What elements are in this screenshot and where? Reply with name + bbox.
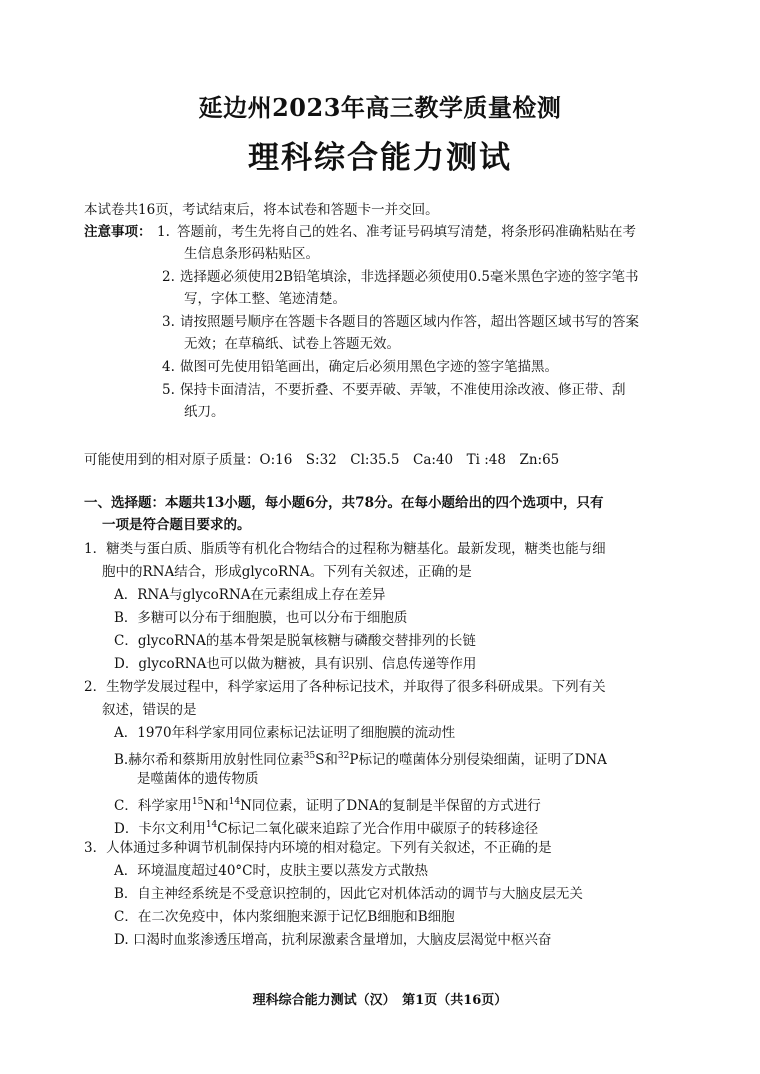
q1-stem-line-2: 胞中的RNA结合，形成glycoRNA。下列有关叙述，正确的是 bbox=[102, 564, 472, 580]
q1-option-d: D．glycoRNA也可以做为糖被，具有识别、信息传递等作用 bbox=[114, 656, 477, 672]
q1-option-a: A．RNA与glycoRNA在元素组成上存在差异 bbox=[114, 587, 386, 603]
q2-option-d-sup: 14 bbox=[205, 820, 218, 830]
q2-stem-line-1: 2．生物学发展过程中，科学家运用了各种标记技术，并取得了很多科研成果。下列有关 bbox=[84, 679, 606, 695]
q2-option-c-sup-1: 15 bbox=[191, 797, 204, 807]
section-heading-line-2: 一项是符合题目要求的。 bbox=[102, 517, 251, 533]
note-1-line-2: 生信息条形码粘贴区。 bbox=[184, 246, 319, 262]
q2-option-c-text-1: C．科学家用 bbox=[114, 798, 192, 814]
page-footer: 理科综合能力测试（汉） 第1页（共16页） bbox=[252, 993, 508, 1008]
q2-option-c-text-3: N同位素，证明了DNA的复制是半保留的方式进行 bbox=[240, 798, 541, 814]
q2-option-c-text-2: N和 bbox=[203, 798, 229, 814]
note-3-line-1: 请按照题号顺序在答题卡各题目的答题区域内作答，超出答题区域书写的答案 bbox=[180, 314, 639, 330]
q2-option-b-line-1 bbox=[114, 746, 607, 770]
note-2-line-2: 写，字体工整、笔迹清楚。 bbox=[184, 291, 346, 307]
q2-option-d bbox=[114, 815, 538, 839]
exam-title: 延边州2023年高三教学质量检测 bbox=[198, 93, 562, 122]
note-5-line-2: 纸刀。 bbox=[184, 404, 225, 420]
q2-option-b-text-1: B.赫尔希和蔡斯用放射性同位素 bbox=[114, 752, 304, 768]
q1-option-b: B．多糖可以分布于细胞膜，也可以分布于细胞质 bbox=[114, 610, 408, 626]
atomic-mass-line: 可能使用到的相对原子质量：O:16 S:32 Cl:35.5 Ca:40 Ti :48 Zn:65 bbox=[84, 452, 560, 468]
intro-text: 本试卷共16页，考试结束后，将本试卷和答题卡一并交回。 bbox=[84, 202, 439, 218]
note-3-num: 3. bbox=[162, 314, 175, 330]
section-heading-line-1: 一、选择题：本题共13小题，每小题6分，共78分。在每小题给出的四个选项中，只有 bbox=[84, 495, 604, 511]
q3-option-d: D. 口渴时血浆渗透压增高，抗利尿激素含量增加，大脑皮层渴觉中枢兴奋 bbox=[114, 932, 552, 948]
q3-stem: 3．人体通过多种调节机制保持内环境的相对稳定。下列有关叙述，不正确的是 bbox=[84, 840, 552, 856]
q1-option-c: C．glycoRNA的基本骨架是脱氧核糖与磷酸交替排列的长链 bbox=[114, 633, 476, 649]
note-2-line-1: 选择题必须使用2B铅笔填涂，非选择题必须使用0.5毫米黑色字迹的签字笔书 bbox=[180, 269, 639, 285]
q2-option-b-line-2: 是噬菌体的遗传物质 bbox=[137, 771, 259, 787]
note-5-line-1: 保持卡面清洁，不要折叠、不要弄破、弄皱，不准使用涂改液、修正带、刮 bbox=[180, 382, 626, 398]
note-3-line-2: 无效；在草稿纸、试卷上答题无效。 bbox=[184, 336, 400, 352]
note-2-num: 2. bbox=[162, 269, 175, 285]
q3-option-a: A．环境温度超过40°C时，皮肤主要以蒸发方式散热 bbox=[114, 863, 429, 879]
q2-option-a: A．1970年科学家用同位素标记法证明了细胞膜的流动性 bbox=[114, 725, 456, 741]
q2-option-c bbox=[114, 792, 541, 816]
note-1-num: 1. bbox=[157, 224, 170, 240]
q2-option-d-text-1: D．卡尔文利用 bbox=[114, 821, 206, 837]
note-4-num: 4. bbox=[162, 359, 175, 375]
q2-option-c-sup-2: 14 bbox=[228, 797, 241, 807]
q2-option-d-text-2: C标记二氧化碳来追踪了光合作用中碳原子的转移途径 bbox=[217, 821, 539, 837]
note-4-line-1: 做图可先使用铅笔画出，确定后必须用黑色字迹的签字笔描黑。 bbox=[180, 359, 558, 375]
note-1-line-1: 答题前，考生先将自己的姓名、准考证号码填写清楚，将条形码准确粘贴在考 bbox=[177, 224, 636, 240]
q3-option-c: C．在二次免疫中，体内浆细胞来源于记忆B细胞和B细胞 bbox=[114, 909, 455, 925]
q2-option-b-text-3: P标记的噬菌体分别侵染细菌，证明了DNA bbox=[349, 752, 607, 768]
q1-stem-line-1: 1．糖类与蛋白质、脂质等有机化合物结合的过程称为糖基化。最新发现，糖类也能与细 bbox=[84, 541, 606, 557]
q2-option-b-sup-1: 35 bbox=[303, 751, 316, 761]
q2-option-b-sup-2: 32 bbox=[337, 751, 350, 761]
q2-option-b-text-2: S和 bbox=[315, 752, 338, 768]
note-5-num: 5. bbox=[162, 382, 175, 398]
exam-subtitle: 理科综合能力测试 bbox=[248, 140, 512, 176]
q2-stem-line-2: 叙述，错误的是 bbox=[102, 702, 197, 718]
q3-option-b: B．自主神经系统是不受意识控制的，因此它对机体活动的调节与大脑皮层无关 bbox=[114, 886, 583, 902]
notes-label: 注意事项： bbox=[84, 224, 152, 240]
